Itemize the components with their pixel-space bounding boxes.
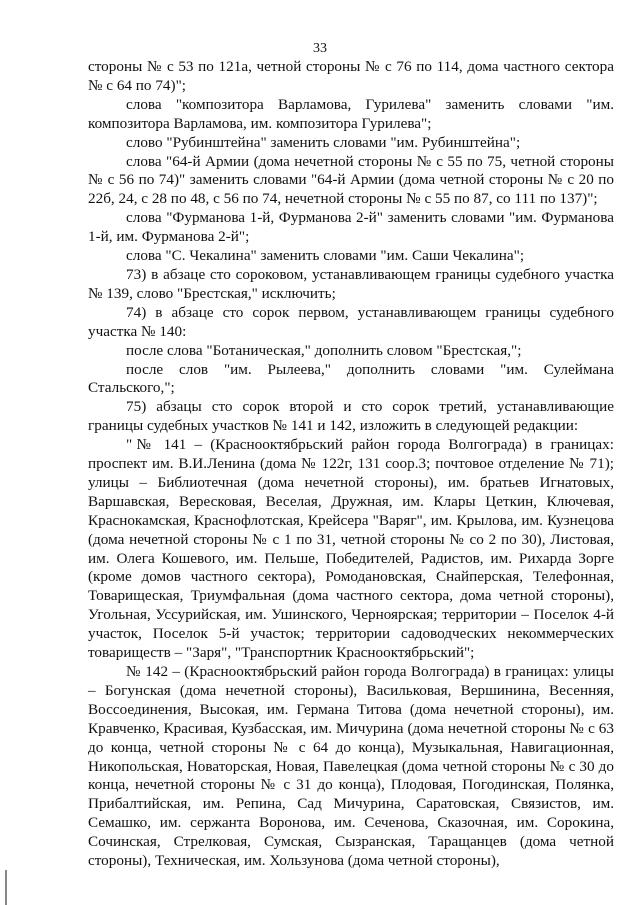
paragraph: слово "Рубинштейна" заменить словами "им. Рубинштейна";	[126, 133, 521, 151]
paragraph: 73) в абзаце сто сороковом, устанавливающем границы судебного участка № 139, слово "Брестская," исключить;	[88, 265, 614, 302]
paragraph: стороны № с 53 по 121а, четной стороны № с 76 по 114, дома частного сектора № с 64 по 74)";	[88, 58, 614, 94]
paragraph: слова "С. Чекалина" заменить словами "им. Саши Чекалина";	[126, 247, 525, 265]
paragraph: слова "Фурманова 1-й, Фурманова 2-й" заменить словами "им. Фурманова 1-й, им. Фурманова 2-й";	[88, 209, 614, 246]
paragraph: слова "64-й Армии (дома нечетной стороны № с 55 по 75, четной стороны № с 56 по 74)" заменить словами "64-й Армии (дома четной стороны № с 20 по 22б, 24, с 28 по 48, с 56 по 74, нечетной стороны № с 55 по 87, со 111 по 137)";	[88, 152, 614, 208]
paragraph: "№ 141 – (Краснооктябрьский район города Волгограда) в границах: проспект им. В.И.Ленина (дома № 122г, 131 соор.3; почтовое отделение № 71); улицы – Библиотечная (дома нечетной стороны), им. братьев Игнатовых, Варшавская, Вересковая, Веселая, Дружная, им. Клары Цеткин, Ключевая, Краснокамская, Краснофлотская, Крейсера "Варяг", им. Крылова, им. Кузнецова (дома нечетной стороны № с 1 по 31, четной стороны № со 2 по 30), Листовая, им. Олега Кошевого, им. Пельше, Победителей, Радистов, им. Рихарда Зорге (кроме домов частного сектора), Ромодановская, Снайперская, Телефонная, Товарищеская, Триумфальная (дома частного сектора, дома четной стороны), Угольная, Уссурийская, им. Ушинского, Черноярская; территории – Поселок 4-й участок, Поселок 5-й участок; территории садоводческих некоммерческих товариществ – "Заря", "Транспортник Краснооктябрьский";	[88, 436, 614, 662]
page-number: 33	[313, 41, 327, 56]
paragraph: № 142 – (Краснооктябрьский район города Волгограда) в границах: улицы – Богунская (дома нечетной стороны), Васильковая, Вершинина, Весенняя, Воссоединения, Высокая, им. Германа Титова (дома нечетной стороны), им. Кравченко, Красивая, Кузбасская, им. Мичурина (дома нечетной стороны № с 63 до конца, четной стороны № с 64 до конца), Музыкальная, Навигационная, Никопольская, Новаторская, Новая, Павелецкая (дома четной стороны № с 30 до конца, нечетной стороны № с 31 до конца), Плодовая, Погодинская, Полянка, Прибалтийская, им. Репина, Сад Мичурина, Саратовская, Связистов, им. Семашко, им. сержанта Воронова, им. Сеченова, Сказочная, им. Сорокина, Сочинская, Стрелковая, Сумская, Сызранская, Таращанцев (дома четной стороны), Техническая, им. Хользунова (дома четной стороны),	[88, 663, 614, 870]
paragraph: 74) в абзаце сто сорок первом, устанавливающем границы судебного участка № 140:	[88, 303, 614, 340]
scan-edge-mark	[5, 870, 7, 905]
paragraph: 75) абзацы сто сорок второй и сто сорок третий, устанавливающие границы судебных участков № 141 и 142, изложить в следующей редакции:	[88, 398, 614, 435]
document-body	[88, 58, 614, 871]
paragraph: после слов "им. Рылеева," дополнить словами "им. Сулеймана Стальского,";	[88, 360, 614, 397]
paragraph: после слова "Ботаническая," дополнить словом "Брестская,";	[126, 341, 522, 359]
paragraph: слова "композитора Варламова, Гурилева" заменить словами "им. композитора Варламова, им. композитора Гурилева";	[88, 95, 614, 132]
